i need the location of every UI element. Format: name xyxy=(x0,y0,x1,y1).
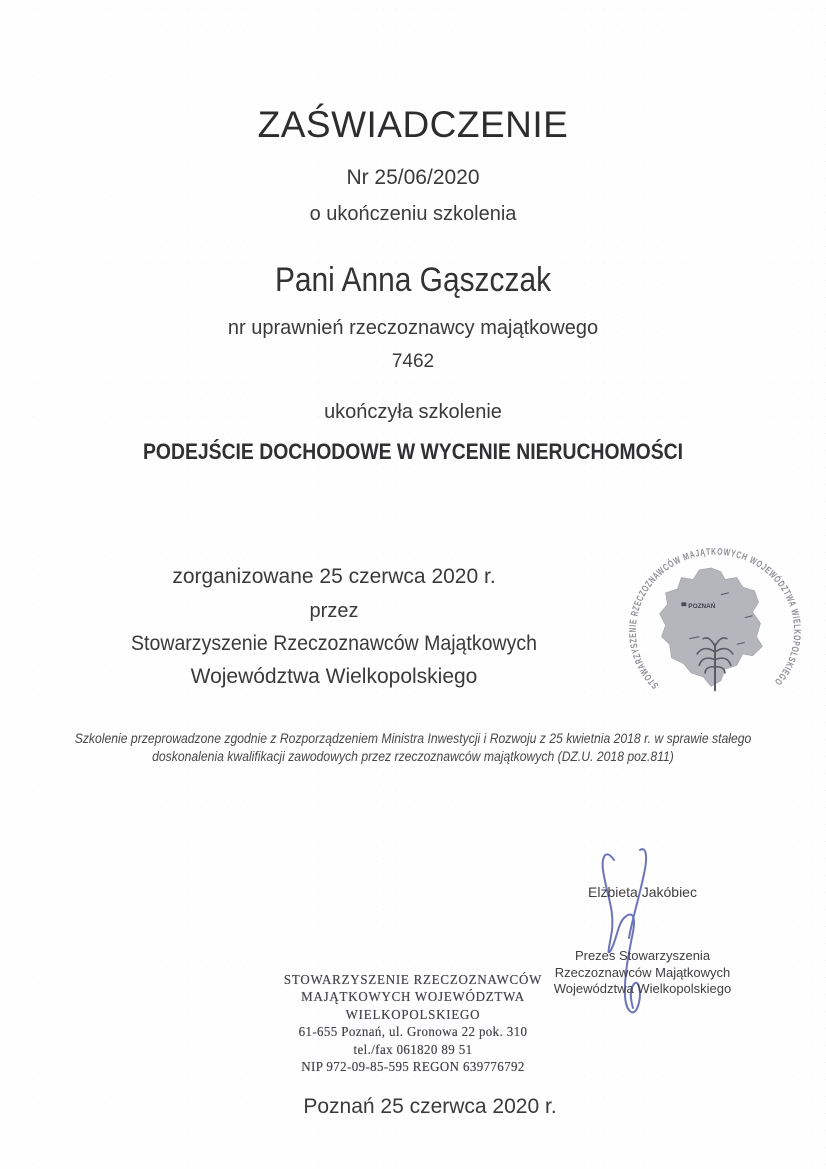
stamp-line6: NIP 972-09-85-595 REGON 639776792 xyxy=(301,1059,525,1075)
signer-title-line1: Prezes Stowarzyszenia xyxy=(574,948,711,963)
signer-title-line2: Rzeczoznawców Majątkowych xyxy=(554,964,731,980)
legal-note-line1: Szkolenie przeprowadzone zgodnie z Rozporządzeniem Ministra Inwestycji i Rozwoju z 25 kwietnia 2018 r. w sprawie stałego xyxy=(74,730,752,746)
recipient-name: Pani Anna Gąszczak xyxy=(274,261,552,299)
completion-label: ukończyła szkolenie xyxy=(324,401,502,423)
stamp-line4: 61-655 Poznań, ul. Gronowa 22 pok. 310 xyxy=(298,1024,528,1040)
stamp-line5: tel./fax 061820 89 51 xyxy=(353,1041,473,1057)
organizer-name-line2: Województwa Wielkopolskiego xyxy=(190,665,478,688)
signer-name: Elżbieta Jakóbiec xyxy=(588,884,697,900)
wielkopolska-map-shape xyxy=(660,568,763,686)
organizer-name-line1: Stowarzyszenie Rzeczoznawców Majątkowych xyxy=(131,632,537,655)
stamp-line1: STOWARZYSZENIE RZECZOZNAWCÓW xyxy=(283,972,543,987)
stamp-line3: WIELKOPOLSKIEGO xyxy=(345,1006,481,1022)
association-seal xyxy=(626,545,804,717)
organized-by-label: przez xyxy=(309,600,359,622)
certificate-number: Nr 25/06/2020 xyxy=(346,166,480,189)
certificate-subtitle: o ukończeniu szkolenia xyxy=(309,203,517,225)
license-number: 7462 xyxy=(391,351,435,372)
stamp-line2: MAJĄTKOWYCH WOJEWÓDZTWA xyxy=(301,989,525,1005)
footer-place-date: Poznań 25 czerwca 2020 r. xyxy=(303,1095,557,1118)
course-title: PODEJŚCIE DOCHODOWE W WYCENIE NIERUCHOMOŚCI xyxy=(143,439,683,464)
association-address-stamp xyxy=(17,971,810,1075)
seal-city-label: POZNAŃ xyxy=(688,603,716,611)
seal-ring-text: STOWARZYSZENIE RZECZOZNAWCÓW MAJĄTKOWYCH WOJEWÓDZTWA WIELKOPOLSKIEGO xyxy=(627,546,803,691)
legal-note-line2: doskonalenia kwalifikacji zawodowych przez rzeczoznawców majątkowych (DZ.U. 2018 poz.811) xyxy=(152,748,674,764)
signer-title-line3: Województwa Wielkopolskiego xyxy=(553,981,732,996)
organized-date-line: zorganizowane 25 czerwca 2020 r. xyxy=(172,565,496,588)
poznan-marker xyxy=(681,602,686,606)
certificate-title: ZAŚWIADCZENIE xyxy=(257,104,569,145)
license-label: nr uprawnień rzeczoznawcy majątkowego xyxy=(227,317,599,339)
